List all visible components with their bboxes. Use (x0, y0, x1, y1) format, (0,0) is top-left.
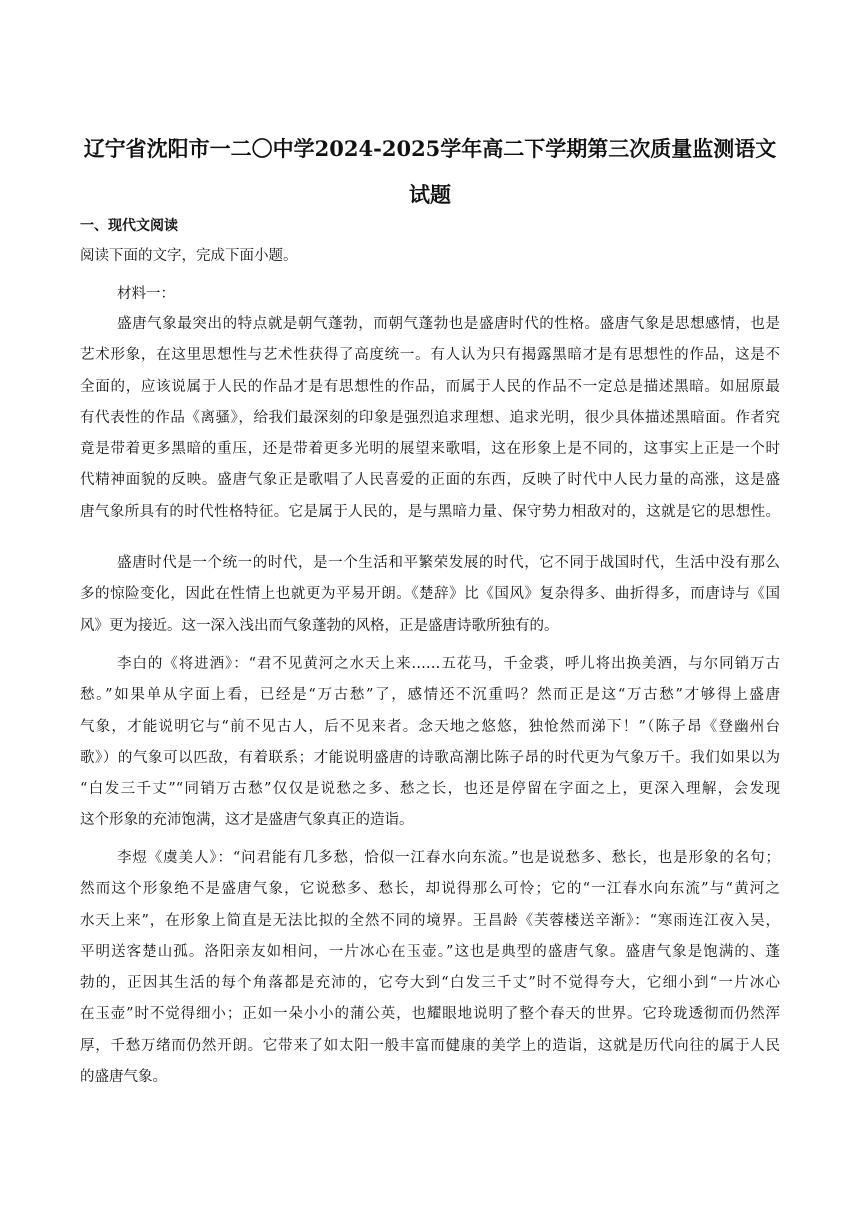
paragraph-line: 有代表性的作品《离骚》，给我们最深刻的印象是强烈追求理想、追求光明，很少具体描述黑暗面。作者究 (80, 409, 780, 426)
paragraph-1 (80, 309, 780, 528)
paragraph-line: 厚，千愁万绪而仍然开朗。它带来了如太阳一般丰富而健康的美学上的造诣，这就是历代向往的属于人民 (80, 1037, 780, 1054)
paragraph-4 (80, 843, 780, 1093)
paragraph-line: 这个形象的充沛饱满，这才是盛唐气象真正的造诣。 (80, 812, 414, 829)
section-heading: 一、现代文阅读 (80, 218, 178, 234)
document-title-line-2: 试题 (409, 182, 451, 207)
paragraph-line: 水天上来”，在形象上简直是无法比拟的全然不同的境界。王昌龄《芙蓉楼送辛渐》：“寒雨连江夜入吴， (80, 912, 780, 929)
paragraph-line: 的盛唐气象。 (80, 1069, 167, 1086)
material-label: 材料一： (117, 286, 175, 302)
paragraph-line: 盛唐气象最突出的特点就是朝气蓬勃，而朝气蓬勃也是盛唐时代的性格。盛唐气象是思想感情，也是 (117, 316, 780, 332)
paragraph-line: 李煜《虞美人》：“问君能有几多愁，恰似一江春水向东流。”也是说愁多、愁长，也是形象的名句； (117, 850, 780, 866)
paragraph-line: 歌》）的气象可以匹敌，有着联系；才能说明盛唐的诗歌高潮比陈子昂的时代更为气象万千。我们如果以为 (80, 749, 780, 766)
paragraph-line: 代精神面貌的反映。盛唐气象正是歌唱了人民喜爱的正面的东西，反映了时代中人民力量的高涨，这是盛 (80, 472, 780, 489)
paragraph-line: 多的惊险变化，因此在性情上也就更为平易开朗。《楚辞》比《国风》复杂得多、曲折得多，而唐诗与《国 (80, 586, 780, 603)
paragraph-line: 在玉壶”时不觉得细小；正如一朵小小的蒲公英，也耀眼地说明了整个春天的世界。它玲珑透彻而仍然浑 (80, 1006, 780, 1023)
paragraph-2 (80, 548, 780, 642)
paragraph-line: 艺术形象，在这里思想性与艺术性获得了高度统一。有人认为只有揭露黑暗才是有思想性的作品，这是不 (80, 347, 780, 364)
paragraph-line: 气象，才能说明它与“前不见古人，后不见来者。念天地之悠悠，独怆然而涕下！”（陈子昂《登幽州台 (80, 718, 780, 735)
paragraph-line: 竟是带着更多黑暗的重压，还是带着更多光明的展望来歌唱，这在形象上是不同的，这事实上正是一个时 (80, 441, 780, 458)
paragraph-line: 全面的，应该说属于人民的作品才是有思想性的作品，而属于人民的作品不一定总是描述黑暗。如屈原最 (80, 378, 780, 395)
paragraph-line: 风》更为接近。这一深入浅出而气象蓬勃的风格，正是盛唐诗歌所独有的。 (80, 617, 559, 634)
paragraph-line: 李白的《将进酒》：“君不见黄河之水天上来……五花马，千金裘，呼儿将出换美酒，与尔同销万古 (117, 656, 780, 672)
paragraph-line: 平明送客楚山孤。洛阳亲友如相问，一片冰心在玉壶。”这也是典型的盛唐气象。盛唐气象是饱满的、蓬 (80, 943, 780, 960)
paragraph-line: “白发三千丈”“同销万古愁”仅仅是说愁之多、愁之长，也还是停留在字面之上，更深入理解，会发现 (80, 781, 780, 798)
instruction-text: 阅读下面的文字，完成下面小题。 (80, 248, 298, 264)
paragraph-line: 唐气象所具有的时代性格特征。它是属于人民的，是与黑暗力量、保守势力相敌对的，这就是它的思想性。 (80, 503, 780, 520)
paragraph-line: 然而这个形象绝不是盛唐气象，它说愁多、愁长，却说得那么可怜；它的“一江春水向东流”与“黄河之 (80, 881, 780, 898)
paragraph-line: 勃的，正因其生活的每个角落都是充沛的，它夸大到“白发三千丈”时不觉得夸大，它细小到“一片冰心 (80, 975, 780, 992)
paragraph-line: 盛唐时代是一个统一的时代，是一个生活和平繁荣发展的时代，它不同于战国时代，生活中没有那么 (117, 555, 780, 571)
paragraph-line: 愁。”如果单从字面上看，已经是“万古愁”了，感情还不沉重吗？然而正是这“万古愁”才够得上盛唐 (80, 687, 780, 704)
paragraph-3 (80, 649, 780, 837)
document-title-line-1: 辽宁省沈阳市一二〇中学2024-2025学年高二下学期第三次质量监测语文 (83, 136, 777, 161)
